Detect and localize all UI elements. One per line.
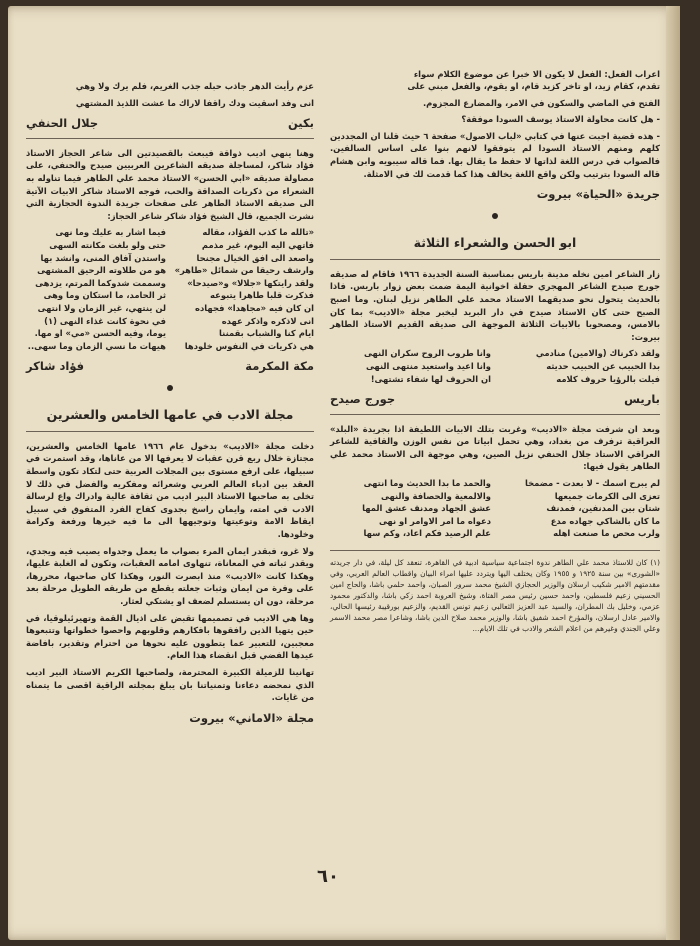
paragraph: دخلت مجلة «الاديب» بدخول عام ١٩٦٦ عامها الخامس والعشرين، مجتازة خلال ربع قرن عقبات لا يعرفها الا من عاناها، وقد استمرت في سبيلها، على ارفع مستوى بين المجلات العربية حتى لتكاد تكون واسطة العقد بين ادباء العالم العربي وشعرائه ومفكريه والفضل في ذلك لا تخلى به صاحبها الاستاذ البير اديب من ثقافة عالية وادراك واع لرسالة الادب في امته، وايمان راسخ بجدوى كفاح الفرد المتفوق في سبيل ايقاظ الامة وتوعيتها وتوجيهها الى ما فيه خيرها ورفعة وكرامة وخلودها. xyxy=(26,440,314,540)
paragraph: وبعد ان شرفت مجلة «الاديب» وغربت بتلك الابيات اللطيفة اذا بجريدة «البلد» العراقية ترفرف من بغداد، وهي تحمل ابياتا من نفس الوزن والقافية للشاعر العراقي الاستاذ جلال الحنفي نزيل الصين، وهي موجهة الى الاستاذ محمد علي الطاهر يقول فيها: xyxy=(330,423,660,472)
verse-hemistich: عشق الجهاد ومدنف عشق المها xyxy=(362,503,491,514)
magazine-page xyxy=(8,6,680,940)
left-column xyxy=(26,80,314,732)
verse-hemistich: والحمد ما بدا الحديث وما انتهى xyxy=(363,478,491,489)
signature-place: مكة المكرمة xyxy=(245,359,314,374)
text-line: اعراب الفعل: الفعل لا يكون الا خبرا عن موضوع الكلام سواء xyxy=(413,69,660,79)
verse-hemistich: ما كان بالشاكي جهاده مدع xyxy=(550,515,660,526)
verse-hemistich: واصعد الى افق الخيال مجنحا xyxy=(196,252,314,263)
verse-hemistich: ثر الحامد، ما استكان وما وهى xyxy=(43,290,166,301)
verse-hemistich: حتى ولو بلغت مكانته السهى xyxy=(49,239,166,250)
signature xyxy=(330,393,660,406)
verse xyxy=(330,477,660,540)
footnote: (١) كان للاستاذ محمد علي الطاهر ندوة اجتماعية سياسية ادبية في القاهرة، تنعقد كل ليلة، في دار جريدته «الشورى» بين سنة ١٩٢٥ و ١٩٥٥ وكان يختلف اليها ويتردد عليها امراء البيان واقطاب العالم العربي، وفي مقدمتهم الامير شكيب ارسلان والوزير الحجازي الشيخ محمد سرور الصبان، واحمد حلمي باشا، والحاج امين الحسيني زعيم فلسطين، واحمد حسين رئيس مصر الفتاة، وشيخ العروبة احمد زكي باشا، والدكتور محمود عزمي، وخليل بك المطران، والسيد عبد العزيز الثعالبي زعيم تونس القديم، والزعيم بورقيبة رئيسها الحالي، والامير عادل ارسلان، والمؤرخ احمد شفيق باشا، والوزير محمد صلاح الدين باشا، وشاعرا مصر محمد الاسمر وعلي الجندي وغيرهم من اعلام الشعر والادب في تلك الايام... xyxy=(330,550,660,634)
verse-hemistich: وسممت شدوكما المرتم، يزدهى xyxy=(35,277,166,288)
divider xyxy=(330,414,660,415)
signature-source: جريدة «الحياة» بيروت xyxy=(536,187,660,202)
verse-hemistich: ولقد رايتكها «جلالا» و«صيدحا» xyxy=(187,277,314,288)
verse-hemistich: «تالله ما كذب الفؤاد، مقاله xyxy=(202,227,314,238)
verse-line: عزم رأيت الدهر جاذب حبله جذب الغريم، فلم يرك ولا وهي xyxy=(75,81,314,91)
paragraph: تهانينا للزميلة الكبيرة المحترمة، ولصاحبها الكريم الاستاذ البير اديب الذي نمحضه دعاءنا وتمنياتنا بان يبلغ بمجلته الراقية اقصى ما يتمناه من غايات. xyxy=(26,666,314,703)
verse-hemistich: بدا الحبيب عن الحبيب حديثه xyxy=(546,360,660,371)
verse-hemistich: ايام كنا والشباب بقمننا xyxy=(219,328,314,339)
verse-hemistich: انى لاذكره واذكر عهده xyxy=(221,315,314,326)
separator-dot xyxy=(167,385,173,391)
verse-hemistich: ولرب محص ما صنعت اهله xyxy=(553,528,660,539)
signature-name: جلال الحنفي xyxy=(26,116,99,131)
verse-hemistich: فاتهي اليه اليوم، غير مذمم xyxy=(201,239,314,250)
signature xyxy=(330,188,660,201)
verse-hemistich: ان كان فيه «مجاهدا» فجهاده xyxy=(195,302,314,313)
verse-line: انى وفد اسقيت ودك راقفا لاراك ما عشت اللذيذ المشتهي xyxy=(75,97,314,108)
article-title: ابو الحسن والشعراء الثلاثة xyxy=(413,234,577,250)
verse xyxy=(330,347,660,385)
verse-hemistich: هيهات ما نسي الزمان وما سهى.. xyxy=(27,340,166,351)
paragraph: ولا غرو، فبقدر ايمان المرء بصواب ما يعمل وجدواه يصيب فيه ويجدي، ويقدر ثباته في المعاناة، تنهاوى امامه العقبات، وتكون له الغلبة عليها، وهكذا كانت «الاديب» منذ ابصرت النور، وهكذا كان صاحبها، محررها، على وفرة من ايمان وثبات جعلته يقطع من طريقه الطويل مرحلة بعد مرحلة، دون ان يستسلم لضعف او يشتكي لعثار. xyxy=(26,545,314,606)
signature-place: بكين xyxy=(287,116,314,131)
divider xyxy=(26,431,314,432)
signature xyxy=(26,360,314,373)
paragraph: - هل كانت محاولة الاستاذ يوسف السودا موفقة؟ xyxy=(461,114,660,125)
verse-hemistich: هو من طلاوته الرحيق المشتهى xyxy=(37,265,166,276)
verse-hemistich: علم الرصيد فكم اعاد، وكم سها xyxy=(363,528,491,539)
separator-dot xyxy=(492,213,498,219)
page-number: ٦٠ xyxy=(317,866,339,887)
verse-hemistich: لن ينتهي، غير الزمان ولا انتهى xyxy=(37,302,166,313)
verse-hemistich: دعواه ما امر الاوامر او نهى xyxy=(378,515,491,526)
signature-place: باريس xyxy=(624,392,660,407)
verse-hemistich: تعزى الى الكرمات جميعها xyxy=(554,490,660,501)
paragraph: الفتح في الماضي والسكون في الامر، والمضارع المجزوم. xyxy=(422,97,660,108)
paragraph: تقدم، كقام زيد، او تاخر كزيد قام، او يقوم، والفعل مبني على xyxy=(407,81,660,91)
divider xyxy=(330,259,660,260)
right-column xyxy=(330,80,660,638)
paragraph: وهنا ينهي اديب ذواقة فيبعث بالقصيدتين الى شاعر الحجاز الاستاذ فؤاد شاكر، لمساجلة صديقه الشاعرين العربيين صيدح والحنفي، على مصاولة صديقه «ابي الحسن» الاستاذ محمد علي الطاهر فيما تناوله به الشعراء من ذكريات الصداقة والحب، فوجه الاستاذ شاكر الابيات الآتية الى صديقه الاستاذ الطاهر على صفحات جريدة الندوة الحجازية التي نشرت الجميع، قال الشيخ فؤاد شاكر شاعر الحجاز: xyxy=(26,147,314,221)
verse-hemistich: فيما اشار به عليك وما نهى xyxy=(55,227,166,238)
verse-hemistich: ولقد ذكرناك (والامين) منادمي xyxy=(535,348,660,359)
verse-hemistich: وانا طروب الروح سكران النهى xyxy=(364,348,491,359)
paragraph: زار الشاعر امين نخله مدينة باريس بمناسبة السنة الجديدة ١٩٦٦ فاقام له صديقه جورج صيدح الشاعر المهجري حفلة اخوانية اليمة ضمت بعض زوار باريس. فاذا بالحديث يتحول نحو صديقهما الاستاذ محمد علي الطاهر نزيل لبنان. وما اصبح الصبح حتى كان الاستاذ صيدح في دار البريد ليخبر مجلة «الاديب» بما كان بالامس، ومصحوبا بالابيات الثلاثة الموجهة الى صديقه القديم الاستاذ الطاهر بيروت: xyxy=(330,268,660,342)
paragraph: - هذه قضية اجبت عنها في كتابي «لباب الاصول» صفحة ٦ حيث قلنا ان المجددين كلهم ومنهم الاستاذ السودا لم يتوفقوا لانهم بنوا على اساس السالفين. فالصواب في درس اللغة لذاتها لا حفظ ما يقال بها. فما قاله سيبويه وابن هشام قاله السودا بترتيب ولكن واقع اللغة يخالف هذا كما قدمت لك في الامثلة. xyxy=(330,130,661,179)
verse-hemistich: والالمعية والحصافة والنهى xyxy=(381,490,491,501)
signature-name: فؤاد شاكر xyxy=(26,359,85,374)
verse-hemistich: واستدن آفاق المنى، وانشد بها xyxy=(40,252,166,263)
verse-hemistich: وانا اعيد واستعيد منتهى النهى xyxy=(365,360,491,371)
verse-hemistich: شتان بين المدنفين، فمدنف xyxy=(546,503,660,514)
verse-hemistich: وارشف رحيقا من شمائل «طاهر» xyxy=(174,265,314,276)
verse-hemistich: في نحوة كانت غذاء النهى (١) xyxy=(44,315,166,326)
verse-hemistich: يوما، وفيه الحسن «مي» او مها. xyxy=(34,328,166,339)
paragraph: وها هي الاديب في تصميمها تقبض على اذيال القمة وتهيرئيلوقيا، في حين يتهيا الذين رافقوها بافكارهم وقلوبهم واحصوا خطواتها وتتبعوها معجبين، للتعبير عما يتطوون عليه نحوها من احترام وتقدير، بافاضة عيدها الفضي قبل انقضاء هذا العام. xyxy=(26,612,314,661)
verse-hemistich: لم يبرح اسمك - لا بعدت - مضمخا xyxy=(525,478,660,489)
verse xyxy=(26,226,314,352)
divider xyxy=(26,138,314,139)
verse-hemistich: فذكرت قلبا طاهرا يتبوعه xyxy=(210,290,314,301)
verse-hemistich: فيلت بالرؤيا حروف كلامه xyxy=(556,373,660,384)
top-right-fragment xyxy=(330,68,660,81)
article-title: مجلة الادب في عامها الخامس والعشرين xyxy=(46,406,294,422)
signature-source: مجلة «الاماني» بيروت xyxy=(189,710,314,725)
signature xyxy=(26,117,314,130)
verse-hemistich: ان الحروف لها شفاء تشتهى! xyxy=(370,373,491,384)
verse-hemistich: هي ذكريات في النفوس خلودها xyxy=(184,340,314,351)
signature xyxy=(26,712,314,725)
page-gutter xyxy=(666,6,680,940)
signature-name: جورج صيدح xyxy=(330,392,396,407)
